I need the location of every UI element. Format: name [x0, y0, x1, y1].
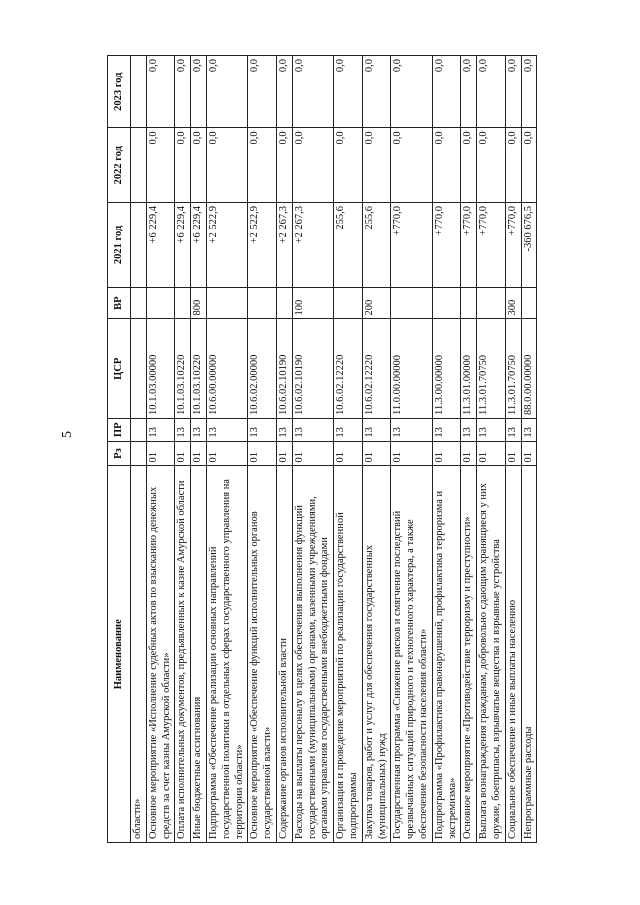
cell-2022 — [131, 128, 147, 203]
cell-2021: +2 267,3 — [276, 203, 292, 288]
cell-vr — [521, 287, 537, 319]
table-row — [276, 56, 292, 843]
cell-vr — [206, 287, 247, 319]
table-row — [175, 56, 191, 843]
cell-2023: 0,0 — [248, 56, 277, 128]
cell-pr: 13 — [248, 418, 277, 441]
table-row — [362, 56, 391, 843]
cell-name: Государственная программа «Снижение рисков и смягчение последствий чрезвычайных ситуаций природного и техногенного характера, а также обеспечение безопасности населения области» — [391, 466, 432, 843]
cell-vr — [175, 287, 191, 319]
cell-csr: 11.3.01.70750 — [505, 319, 521, 419]
cell-pr: 13 — [334, 418, 363, 441]
cell-2023: 0,0 — [206, 56, 247, 128]
cell-pr: 13 — [146, 418, 175, 441]
cell-2021: -360 676,5 — [521, 203, 537, 288]
cell-csr: 10.6.02.00000 — [248, 319, 277, 419]
cell-name: Организация и проведение мероприятий по реализации государственной подпрограммы — [334, 466, 363, 843]
cell-pr: 13 — [292, 418, 333, 441]
table-row — [248, 56, 277, 843]
cell-name: Основное мероприятие «Исполнение судебных актов по взысканию денежных средств за счет казны Амурской области» — [146, 466, 175, 843]
table-row — [432, 56, 461, 843]
cell-csr: 10.6.02.12220 — [362, 319, 391, 419]
cell-rz: 01 — [334, 441, 363, 466]
cell-2022: 0,0 — [191, 128, 207, 203]
cell-rz: 01 — [505, 441, 521, 466]
cell-csr: 11.3.01.00000 — [461, 319, 477, 419]
cell-name: Расходы на выплаты персоналу в целях обеспечения выполнения функций государственными (муниципальными) органами, казенными учреждениями, органами управления государственными внебюджетными фондами — [292, 466, 333, 843]
cell-rz: 01 — [432, 441, 461, 466]
cell-vr — [248, 287, 277, 319]
cell-2021 — [131, 203, 147, 288]
cell-rz: 01 — [276, 441, 292, 466]
cell-2023: 0,0 — [521, 56, 537, 128]
header-2023: 2023 год — [108, 56, 131, 128]
cell-vr — [276, 287, 292, 319]
table-row — [505, 56, 521, 843]
table-row — [146, 56, 175, 843]
cell-2022: 0,0 — [206, 128, 247, 203]
cell-2022: 0,0 — [432, 128, 461, 203]
cell-csr: 11.3.00.00000 — [432, 319, 461, 419]
cell-2023: 0,0 — [175, 56, 191, 128]
cell-vr: 200 — [362, 287, 391, 319]
cell-rz: 01 — [477, 441, 506, 466]
cell-2022: 0,0 — [521, 128, 537, 203]
cell-name: Оплата исполнительных документов, предъявленных к казне Амурской области — [175, 466, 191, 843]
cell-name: Подпрограмма «Обеспечение реализации основных направлений государственной политики в отдельных сферах государственного управления на территории области» — [206, 466, 247, 843]
cell-rz — [131, 441, 147, 466]
cell-2022: 0,0 — [461, 128, 477, 203]
table-row — [206, 56, 247, 843]
cell-pr — [131, 418, 147, 441]
cell-2021: +2 522,9 — [248, 203, 277, 288]
cell-csr: 10.6.00.00000 — [206, 319, 247, 419]
cell-2023 — [131, 56, 147, 128]
cell-csr: 10.1.03.00000 — [146, 319, 175, 419]
header-vr: ВР — [108, 287, 131, 319]
cell-2021: +2 267,3 — [292, 203, 333, 288]
cell-rz: 01 — [206, 441, 247, 466]
cell-2021: +6 229,4 — [146, 203, 175, 288]
cell-vr — [131, 287, 147, 319]
table-body — [131, 56, 537, 843]
cell-2021: +2 522,9 — [206, 203, 247, 288]
cell-pr: 13 — [521, 418, 537, 441]
cell-rz: 01 — [191, 441, 207, 466]
cell-vr: 800 — [191, 287, 207, 319]
cell-2022: 0,0 — [505, 128, 521, 203]
cell-name: Подпрограмма «Профилактика правонарушений, профилактика терроризма и экстремизма» — [432, 466, 461, 843]
cell-2022: 0,0 — [477, 128, 506, 203]
header-2022: 2022 год — [108, 128, 131, 203]
cell-csr: 11.0.00.00000 — [391, 319, 432, 419]
cell-pr: 13 — [461, 418, 477, 441]
budget-table — [107, 55, 537, 843]
cell-csr: 10.1.03.10220 — [191, 319, 207, 419]
header-name: Наименование — [108, 466, 131, 843]
cell-2023: 0,0 — [334, 56, 363, 128]
cell-2022: 0,0 — [276, 128, 292, 203]
cell-vr — [432, 287, 461, 319]
cell-pr: 13 — [206, 418, 247, 441]
cell-name: Иные бюджетные ассигнования — [191, 466, 207, 843]
cell-rz: 01 — [521, 441, 537, 466]
cell-2023: 0,0 — [292, 56, 333, 128]
cell-2021: +770,0 — [477, 203, 506, 288]
cell-csr: 10.6.02.10190 — [276, 319, 292, 419]
cell-name: Основное мероприятие «Противодействие терроризму и преступности» — [461, 466, 477, 843]
cell-2021: 255,6 — [362, 203, 391, 288]
cell-vr — [146, 287, 175, 319]
cell-2022: 0,0 — [292, 128, 333, 203]
cell-rz: 01 — [461, 441, 477, 466]
header-csr: ЦСР — [108, 319, 131, 419]
cell-2023: 0,0 — [276, 56, 292, 128]
cell-rz: 01 — [248, 441, 277, 466]
cell-2023: 0,0 — [146, 56, 175, 128]
cell-2023: 0,0 — [362, 56, 391, 128]
cell-2022: 0,0 — [362, 128, 391, 203]
cell-2022: 0,0 — [248, 128, 277, 203]
cell-name: Непрограммные расходы — [521, 466, 537, 843]
cell-csr: 10.1.03.10220 — [175, 319, 191, 419]
table-row — [521, 56, 537, 843]
cell-2021: 255,6 — [334, 203, 363, 288]
cell-2023: 0,0 — [461, 56, 477, 128]
cell-pr: 13 — [362, 418, 391, 441]
cell-vr — [461, 287, 477, 319]
cell-2023: 0,0 — [477, 56, 506, 128]
cell-2021: +770,0 — [432, 203, 461, 288]
cell-name: Социальное обеспечение и иные выплаты населению — [505, 466, 521, 843]
table-row — [191, 56, 207, 843]
cell-2021: +770,0 — [461, 203, 477, 288]
cell-rz: 01 — [391, 441, 432, 466]
cell-name: Закупка товаров, работ и услуг для обеспечения государственных (муниципальных) нужд — [362, 466, 391, 843]
table-row — [477, 56, 506, 843]
cell-pr: 13 — [477, 418, 506, 441]
cell-pr: 13 — [432, 418, 461, 441]
cell-2022: 0,0 — [146, 128, 175, 203]
cell-rz: 01 — [175, 441, 191, 466]
cell-2023: 0,0 — [191, 56, 207, 128]
cell-rz: 01 — [146, 441, 175, 466]
table-row — [391, 56, 432, 843]
cell-2021: +6 229,4 — [175, 203, 191, 288]
header-2021: 2021 год — [108, 203, 131, 288]
cell-vr: 100 — [292, 287, 333, 319]
cell-2021: +770,0 — [505, 203, 521, 288]
cell-csr: 10.6.02.12220 — [334, 319, 363, 419]
cell-2022: 0,0 — [334, 128, 363, 203]
table-row — [461, 56, 477, 843]
header-pr: ПР — [108, 418, 131, 441]
header-rz: Рз — [108, 441, 131, 466]
cell-csr: 11.3.01.70750 — [477, 319, 506, 419]
table-row — [292, 56, 333, 843]
cell-csr — [131, 319, 147, 419]
cell-2022: 0,0 — [391, 128, 432, 203]
cell-name: Содержание органов исполнительной власти — [276, 466, 292, 843]
table-header-row — [108, 56, 131, 843]
cell-2021: +6 229,4 — [191, 203, 207, 288]
cell-name: областн» — [131, 466, 147, 843]
cell-2021: +770,0 — [391, 203, 432, 288]
cell-rz: 01 — [362, 441, 391, 466]
table-row — [334, 56, 363, 843]
cell-2023: 0,0 — [505, 56, 521, 128]
cell-csr: 10.6.02.10190 — [292, 319, 333, 419]
cell-vr — [391, 287, 432, 319]
cell-vr — [334, 287, 363, 319]
page-number: 5 — [60, 431, 75, 438]
cell-2022: 0,0 — [175, 128, 191, 203]
cell-pr: 13 — [391, 418, 432, 441]
cell-2023: 0,0 — [391, 56, 432, 128]
cell-pr: 13 — [276, 418, 292, 441]
cell-name: Выплата вознаграждения гражданам, добровольно сдающим хранящиеся у них оружие, боеприпасы, взрывчатые вещества и взрывные устройства — [477, 466, 506, 843]
cell-vr — [477, 287, 506, 319]
cell-rz: 01 — [292, 441, 333, 466]
table-row — [131, 56, 147, 843]
cell-csr: 88.0.00.00000 — [521, 319, 537, 419]
cell-pr: 13 — [505, 418, 521, 441]
cell-vr: 300 — [505, 287, 521, 319]
cell-2023: 0,0 — [432, 56, 461, 128]
cell-pr: 13 — [175, 418, 191, 441]
cell-pr: 13 — [191, 418, 207, 441]
cell-name: Основное мероприятие «Обеспечение функций исполнительных органов государственной власти» — [248, 466, 277, 843]
